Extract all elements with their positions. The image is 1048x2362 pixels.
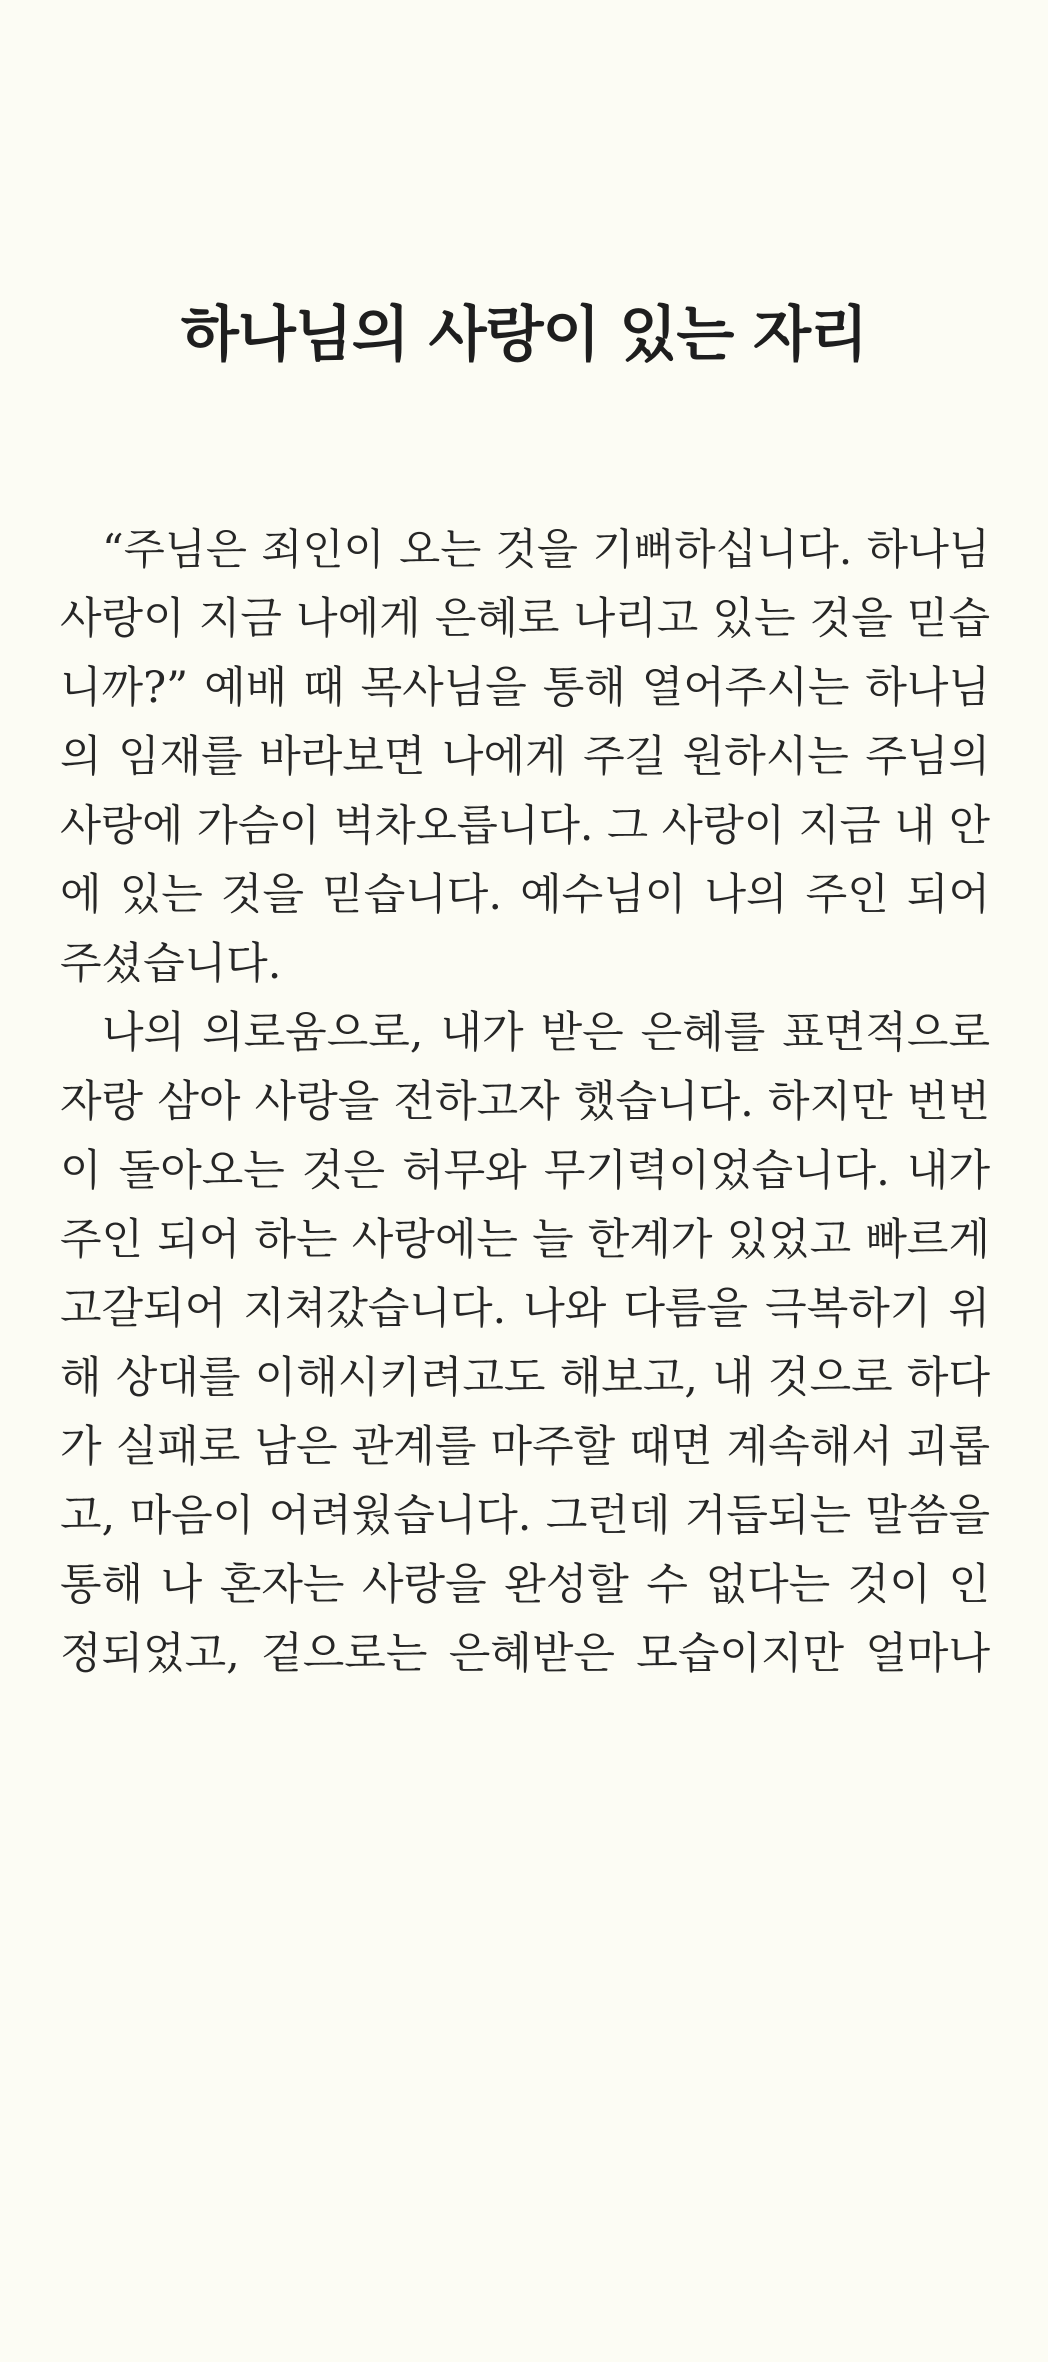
text-line: “주님은 죄인이 오는 것을 기뻐하십니다. 하나님 — [102, 526, 990, 575]
text-line: 자랑 삼아 사랑을 전하고자 했습니다. 하지만 번번 — [60, 1077, 990, 1127]
text-line: 나의 의로움으로, 내가 받은 은혜를 표면적으로 — [102, 1008, 990, 1058]
text-line: 주인 되어 하는 사랑에는 늘 한계가 있었고 빠르게 — [60, 1215, 990, 1265]
text-line: 사랑에 가슴이 벅차오릅니다. 그 사랑이 지금 내 안 — [60, 802, 990, 851]
body-text — [60, 516, 990, 1689]
text-line: 통해 나 혼자는 사랑을 완성할 수 없다는 것이 인 — [60, 1560, 990, 1610]
text-line: 이 돌아오는 것은 허무와 무기력이었습니다. 내가 — [60, 1146, 990, 1196]
text-line: 의 임재를 바라보면 나에게 주길 원하시는 주님의 — [60, 732, 990, 782]
chapter-title: 하나님의 사랑이 있는 자리 — [180, 300, 868, 370]
text-line: 고, 마음이 어려웠습니다. 그런데 거듭되는 말씀을 — [60, 1491, 990, 1541]
text-line: 에 있는 것을 믿습니다. 예수님이 나의 주인 되어 — [60, 870, 990, 920]
text-line: 해 상대를 이해시키려고도 해보고, 내 것으로 하다 — [60, 1353, 990, 1403]
text-line: 고갈되어 지쳐갔습니다. 나와 다름을 극복하기 위 — [60, 1284, 990, 1334]
text-line: 사랑이 지금 나에게 은혜로 나리고 있는 것을 믿습 — [60, 594, 990, 644]
text-line: 정되었고, 겉으로는 은혜받은 모습이지만 얼마나 — [60, 1629, 990, 1679]
text-line: 주셨습니다. — [60, 939, 282, 989]
text-line: 니까?” 예배 때 목사님을 통해 열어주시는 하나님 — [60, 663, 990, 713]
text-line: 가 실패로 남은 관계를 마주할 때면 계속해서 괴롭 — [60, 1422, 990, 1472]
